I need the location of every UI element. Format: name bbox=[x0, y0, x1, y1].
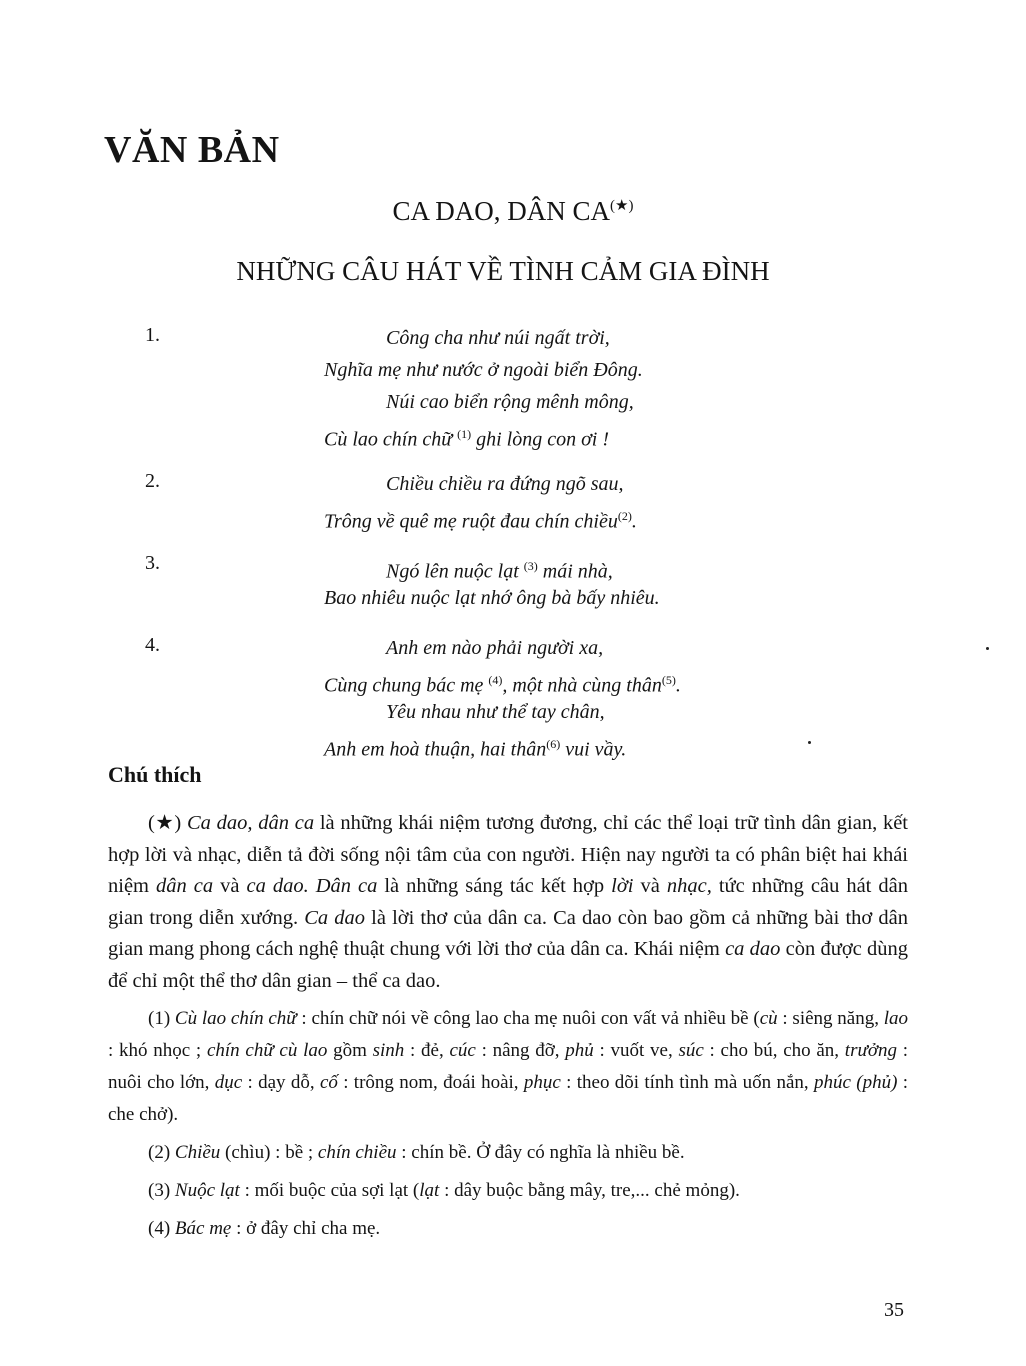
note-2 bbox=[108, 1137, 908, 1169]
notes-section bbox=[108, 808, 908, 1251]
note-term: phục bbox=[523, 1072, 561, 1093]
poem-line: Công cha như núi ngất trời, bbox=[386, 327, 610, 349]
note-term: cố bbox=[319, 1072, 338, 1093]
note-text: là những khái niệm tương đương, chỉ các thể loại trữ tình dân gian, kết hợp lời và nhạc, diễn tả đời sống nội tâm của con người. Hiện nay người ta có phân biệt hai khái niệm bbox=[108, 812, 908, 897]
stanza-number: 3. bbox=[145, 552, 160, 574]
note-text: : theo dõi tính tình mà uốn nắn, bbox=[560, 1072, 814, 1093]
stanza-2 bbox=[0, 468, 1026, 532]
note-text: (chìu) : bề ; bbox=[220, 1142, 318, 1163]
poem-line: Núi cao biển rộng mênh mông, bbox=[386, 391, 634, 413]
note-star bbox=[108, 808, 908, 997]
note-term: nhạc, bbox=[666, 875, 712, 897]
note-term: lao bbox=[883, 1008, 909, 1029]
footnote-ref: (2) bbox=[617, 509, 632, 523]
poem-line: Nghĩa mẹ như nước ở ngoài biển Đông. bbox=[324, 359, 643, 381]
poem-line bbox=[0, 500, 1026, 532]
footnote-ref: (4) bbox=[488, 673, 503, 687]
poem-line: Yêu nhau như thể tay chân, bbox=[386, 701, 605, 723]
note-text: : vuốt ve, bbox=[593, 1040, 679, 1061]
note-term: dục bbox=[214, 1072, 243, 1093]
section-title: VĂN BẢN bbox=[104, 129, 280, 171]
note-text: (1) bbox=[148, 1008, 175, 1029]
note-text: : che chở). bbox=[108, 1072, 909, 1125]
poem-line bbox=[0, 664, 1026, 696]
note-1 bbox=[108, 1003, 908, 1131]
note-term: Chiều bbox=[174, 1142, 221, 1163]
poem-line bbox=[0, 418, 1026, 450]
note-4 bbox=[108, 1213, 908, 1245]
note-term: Bác mẹ bbox=[174, 1218, 232, 1239]
note-term: lời bbox=[611, 875, 634, 897]
notes-heading: Chú thích bbox=[108, 762, 202, 787]
note-text: : ở đây chỉ cha mẹ. bbox=[231, 1218, 381, 1239]
note-text: còn được dùng để chỉ một thể thơ dân gian – thể ca dao. bbox=[108, 938, 908, 992]
note-term: Ca dao bbox=[304, 906, 366, 929]
note-text: là những sáng tác kết hợp bbox=[377, 875, 612, 897]
note-text: : mối buộc của sợi lạt ( bbox=[239, 1180, 420, 1201]
note-text: : đẻ, bbox=[404, 1040, 450, 1061]
note-term: Nuộc lạt bbox=[174, 1180, 240, 1201]
note-term: phủ bbox=[565, 1040, 594, 1061]
poem-line: Anh em nào phải người xa, bbox=[386, 637, 604, 659]
note-term: phúc (phủ) bbox=[814, 1072, 898, 1093]
note-text: : cho bú, cho ăn, bbox=[703, 1040, 845, 1061]
note-text: : dây buộc bằng mây, tre,... chẻ mỏng). bbox=[439, 1180, 740, 1201]
note-term: lạt bbox=[419, 1180, 440, 1201]
poem-text: Anh em hoà thuận, hai thân bbox=[324, 738, 547, 761]
note-text: : nâng đỡ, bbox=[475, 1040, 566, 1061]
note-term: chín chiều bbox=[317, 1142, 397, 1163]
note-3 bbox=[108, 1175, 908, 1207]
poem-text: Cù lao chín chữ bbox=[324, 428, 458, 451]
page-number: 35 bbox=[884, 1299, 904, 1321]
note-text: : trông nom, đoái hoài, bbox=[337, 1072, 524, 1093]
sub-title: NHỮNG CÂU HÁT VỀ TÌNH CẢM GIA ĐÌNH bbox=[236, 256, 770, 286]
note-text: và bbox=[633, 875, 667, 897]
poem bbox=[0, 322, 1026, 778]
note-text: : khó nhọc ; bbox=[108, 1040, 207, 1061]
poem-line: Bao nhiêu nuộc lạt nhớ ông bà bấy nhiêu. bbox=[324, 587, 660, 609]
main-title bbox=[0, 196, 1026, 227]
note-term: trưởng bbox=[844, 1040, 897, 1061]
note-term: cúc bbox=[449, 1040, 476, 1061]
note-text: gồm bbox=[327, 1040, 373, 1061]
poem-text: Trông về quê mẹ ruột đau chín chiều bbox=[324, 510, 618, 533]
poem-text: Cùng chung bác mẹ bbox=[324, 674, 489, 697]
note-text: : chín chữ nói về công lao cha mẹ nuôi con vất vả nhiều bề ( bbox=[296, 1008, 760, 1029]
stanza-3 bbox=[0, 550, 1026, 614]
stanza-number: 2. bbox=[145, 470, 160, 492]
footnote-ref: (5) bbox=[661, 673, 676, 687]
poem-text: . bbox=[675, 674, 681, 697]
poem-text: . bbox=[631, 510, 637, 533]
note-term: sinh bbox=[372, 1040, 405, 1061]
main-title-text: CA DAO, DÂN CA bbox=[392, 196, 611, 226]
poem-text: mái nhà, bbox=[537, 560, 613, 583]
poem-text: vui vầy. bbox=[560, 738, 627, 761]
poem-text: , một nhà cùng thân bbox=[502, 674, 662, 697]
main-title-star-mark: (★) bbox=[610, 198, 634, 214]
note-term: cù bbox=[759, 1008, 778, 1029]
note-text: : nuôi cho lớn, bbox=[108, 1040, 908, 1093]
stanza-4 bbox=[0, 632, 1026, 760]
scan-speck bbox=[808, 741, 811, 744]
stanza-1 bbox=[0, 322, 1026, 450]
note-text: (★) bbox=[148, 812, 187, 834]
poem-text: ghi lòng con ơi ! bbox=[471, 428, 610, 451]
note-term: Ca dao, dân ca bbox=[186, 812, 315, 834]
note-term: Cù lao chín chữ bbox=[174, 1008, 297, 1029]
stanza-number: 4. bbox=[145, 634, 160, 656]
stanza-number: 1. bbox=[145, 324, 160, 346]
note-text: (3) bbox=[148, 1180, 175, 1201]
footnote-ref: (6) bbox=[546, 737, 561, 751]
note-text: : siêng năng, bbox=[777, 1008, 884, 1029]
note-text: : dạy dỗ, bbox=[242, 1072, 320, 1093]
footnote-ref: (3) bbox=[523, 559, 538, 573]
footnote-ref: (1) bbox=[457, 427, 472, 441]
poem-line: Chiều chiều ra đứng ngõ sau, bbox=[386, 473, 624, 495]
poem-text: Ngó lên nuộc lạt bbox=[386, 560, 524, 583]
note-text: (4) bbox=[148, 1218, 175, 1239]
note-term: chín chữ cù lao bbox=[206, 1040, 328, 1061]
note-text: và bbox=[213, 875, 247, 897]
note-term: ca dao bbox=[725, 938, 781, 960]
note-term: súc bbox=[678, 1040, 704, 1061]
note-text: là lời thơ của dân ca. Ca dao còn bao gồm cả những bài thơ dân gian mang phong cách nghệ thuật chung với lời thơ của dân ca. Khái niệm bbox=[108, 906, 908, 960]
note-term: ca dao. Dân ca bbox=[246, 875, 378, 897]
scan-speck bbox=[986, 647, 989, 650]
poem-line bbox=[0, 728, 1026, 760]
note-text: : chín bề. Ở đây có nghĩa là nhiều bề. bbox=[396, 1142, 685, 1163]
note-term: dân ca bbox=[156, 875, 214, 897]
note-text: (2) bbox=[148, 1142, 175, 1163]
note-text: tức những câu hát dân gian trong diễn xướng. bbox=[108, 875, 908, 929]
